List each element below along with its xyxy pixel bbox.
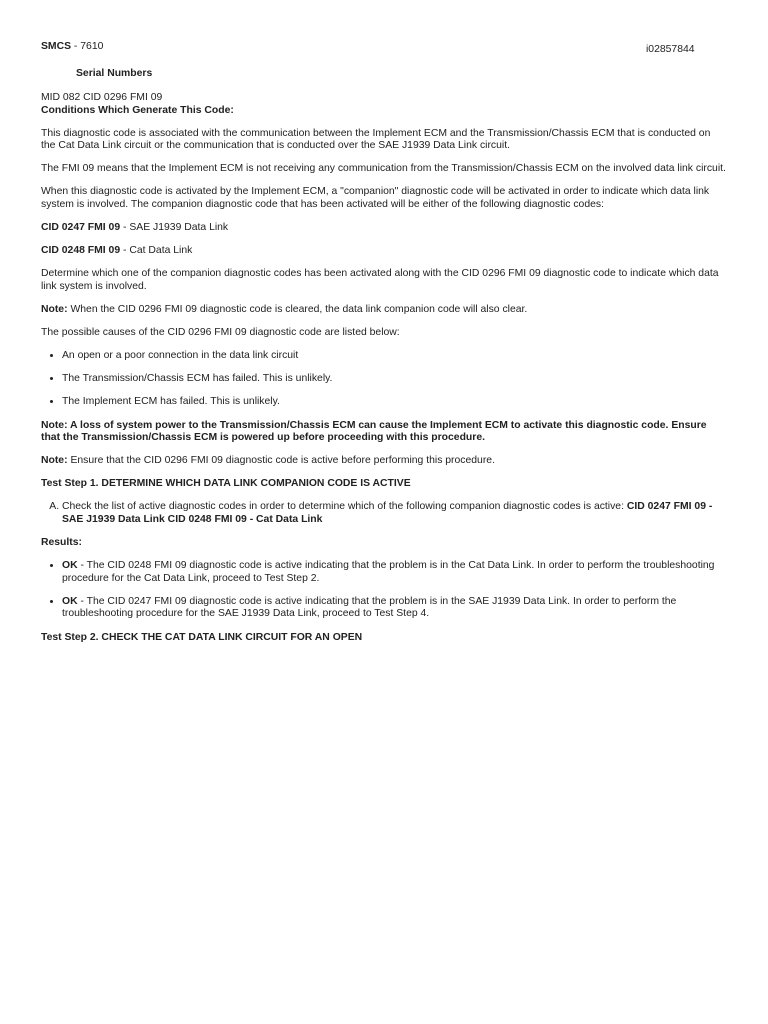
serial-numbers-heading: Serial Numbers [76,68,153,79]
note-clear [41,304,726,317]
test-step-1-title: Test Step 1. DETERMINE WHICH DATA LINK COMPANION CODE IS ACTIVE [41,478,411,490]
paragraph-companion-code: When this diagnostic code is activated by the Implement ECM, a "companion" diagnostic code will be activated in order to indicate which data link system is involved. The companion diagnostic code that has been activated will be either of the following diagnostic codes: [41,186,710,211]
note-power-text: Note: A loss of system power to the Transmission/Chassis ECM can cause the Implement ECM to activate this diagnostic code. Ensure that the Transmission/Chassis ECM is powered up before proceeding with this procedure. [41,419,707,444]
smcs-code [41,41,103,54]
test-step-1-heading [41,478,726,491]
companion-code-j1939 [41,222,726,235]
result-text: - The CID 0248 FMI 09 diagnostic code is active indicating that the problem is in the Cat Data Link. In order to perform the troubleshooting procedure for the Cat Data Link, proceed to Test Step 2. [62,560,715,584]
paragraph-fmi-meaning: The FMI 09 means that the Implement ECM is not receiving any communication from the Transmission/Chassis ECM on the involved data link circuit. [41,163,726,175]
paragraph-association: This diagnostic code is associated with the communication between the Implement ECM and the Transmission/Chassis ECM that is conducted on the Cat Data Link circuit or the communication that is conducted over the SAE J1939 Data Link circuit. [41,127,711,152]
test-step-2-title: Test Step 2. CHECK THE CAT DATA LINK CIRCUIT FOR AN OPEN [41,631,363,643]
result-label: OK [62,560,78,572]
conditions-heading-text: Conditions Which Generate This Code: [41,104,234,116]
code-description: - Cat Data Link [120,245,193,257]
test-step-2-heading [41,632,726,645]
smcs-value: - 7610 [71,41,104,52]
result-text: - The CID 0247 FMI 09 diagnostic code is active indicating that the problem is in the SAE J1939 Data Link. In order to perform the troubleshooting procedure for the SAE J1939 Data Link, proceed to Test Step 4. [62,595,677,620]
paragraph-determine: Determine which one of the companion diagnostic codes has been activated along with the CID 0296 FMI 09 diagnostic code to indicate which data link system is involved. [41,268,719,292]
list-item: • The Transmission/Chassis ECM has failed. This is unlikely. [62,373,726,386]
results-heading-text: Results: [41,537,82,549]
test-step-1-list [41,501,726,526]
list-item: • The Implement ECM has failed. This is unlikely. [62,396,726,409]
step-instruction: Check the list of active diagnostic codes in order to determine which of the following companion diagnostic codes is active: [62,501,627,513]
list-item [62,560,726,585]
note-active [41,455,726,468]
results-list [41,560,726,621]
note-power [41,420,726,445]
companion-code-cat [41,245,726,258]
list-item [62,501,726,526]
note-text: When the CID 0296 FMI 09 diagnostic code is cleared, the data link companion code will also clear. [67,304,528,316]
result-label: OK [62,595,78,607]
code-description: - SAE J1939 Data Link [120,222,229,234]
document-id: i02857844 [646,44,695,55]
note-label: Note: [41,304,68,316]
note-text: Ensure that the CID 0296 FMI 09 diagnostic code is active before performing this procedure. [67,455,495,467]
step-codes: CID 0247 FMI 09 - SAE J1939 Data Link CID 0248 FMI 09 - Cat Data Link [62,501,713,525]
results-heading [41,537,726,550]
note-label: Note: [41,455,68,467]
paragraph-causes-intro: The possible causes of the CID 0296 FMI 09 diagnostic code are listed below: [41,327,400,339]
document-body [41,92,726,655]
list-item [62,596,726,621]
list-item: • An open or a poor connection in the data link circuit [62,350,726,363]
mid-line: MID 082 CID 0296 FMI 09 [41,92,163,103]
conditions-heading [41,105,726,118]
smcs-label: SMCS [41,41,72,52]
causes-list [41,350,726,409]
code-label: CID 0247 FMI 09 [41,222,121,234]
code-label: CID 0248 FMI 09 [41,245,121,257]
